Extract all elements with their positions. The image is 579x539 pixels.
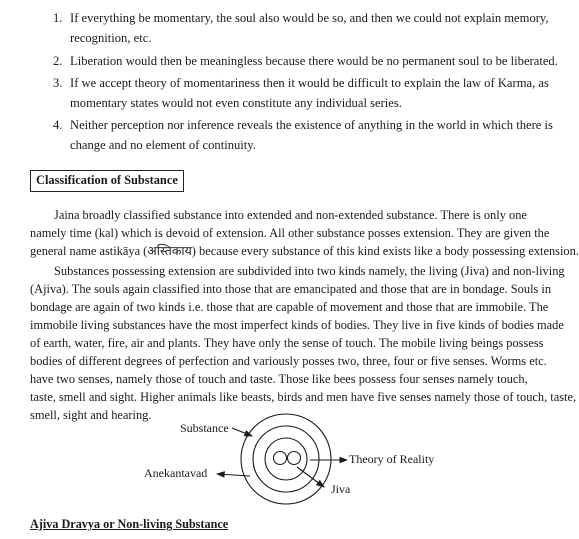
paragraph-line: bodies of different degrees of perfection and variously posses two, three, four or five senses. Worms etc. (30, 354, 547, 368)
list-number: 3. (53, 76, 63, 90)
list-text-line: Liberation would then be meaningless because there would be no permanent soul to be liberated. (70, 54, 558, 68)
list-text-line: If we accept theory of momentariness then it would be difficult to explain the law of Karma, as (70, 76, 549, 90)
diagram-label-substance: Substance (180, 421, 229, 435)
jiva-arrow (297, 467, 324, 487)
paragraph-line: Jaina broadly classified substance into extended and non-extended substance. There is only one (54, 208, 527, 222)
jiva-small-circle (274, 452, 287, 465)
list-text-line: Neither perception nor inference reveals the existence of anything in the world in which there is (70, 118, 553, 132)
paragraph-line: general name astikāya (अस्तिकाय) because every substance of this kind exists like a body possessing extension. (30, 244, 579, 258)
anekantavad-arrow (217, 474, 250, 476)
section-heading: Classification of Substance (36, 173, 178, 187)
list-text-line: If everything be momentary, the soul also would be so, and then we could not explain memory, (70, 11, 549, 25)
paragraph-line: (Ajiva). The souls again classified into those that are emancipated and those that are in bondage. Souls in (30, 282, 552, 296)
list-number: 4. (53, 118, 63, 132)
paragraph-line: bondage are again of two kinds i.e. those that are capable of movement and those that are immobile. The (30, 300, 549, 314)
diagram-label-theory: Theory of Reality (349, 452, 435, 466)
list-number: 1. (53, 11, 63, 25)
paragraph-line: smell, sight and hearing. (30, 408, 152, 422)
list-text-line: momentary states would not even constitute any individual series. (70, 96, 402, 110)
paragraph-line: have two senses, namely those of touch and taste. Those like bees possess four senses namely touch, (30, 372, 528, 386)
list-text-line: recognition, etc. (70, 31, 152, 45)
paragraph-line: namely time (kal) which is devoid of extension. All other substance posses extension. They are given the (30, 226, 550, 240)
subheading-ajiva: Ajiva Dravya or Non-living Substance (30, 517, 229, 531)
paragraph-line: Substances possessing extension are subdivided into two kinds namely, the living (Jiva) and non-living (54, 264, 565, 278)
diagram-label-jiva: Jiva (331, 482, 351, 496)
paragraph-line: taste, smell and sight. Higher animals like beasts, birds and men have five senses namely those of touch, taste, (30, 390, 577, 404)
jiva-small-circle-2 (288, 452, 301, 465)
list-text-line: change and no element of continuity. (70, 138, 256, 152)
list-number: 2. (53, 54, 63, 68)
diagram-label-anekantavad: Anekantavad (144, 466, 208, 480)
paragraph-line: of earth, water, fire, air and plants. They have only the sense of touch. The mobile living beings possess (30, 336, 544, 350)
paragraph-line: immobile living substances have the most imperfect kinds of bodies. They live in five kinds of bodies made (30, 318, 564, 332)
substance-arrow (232, 428, 252, 436)
